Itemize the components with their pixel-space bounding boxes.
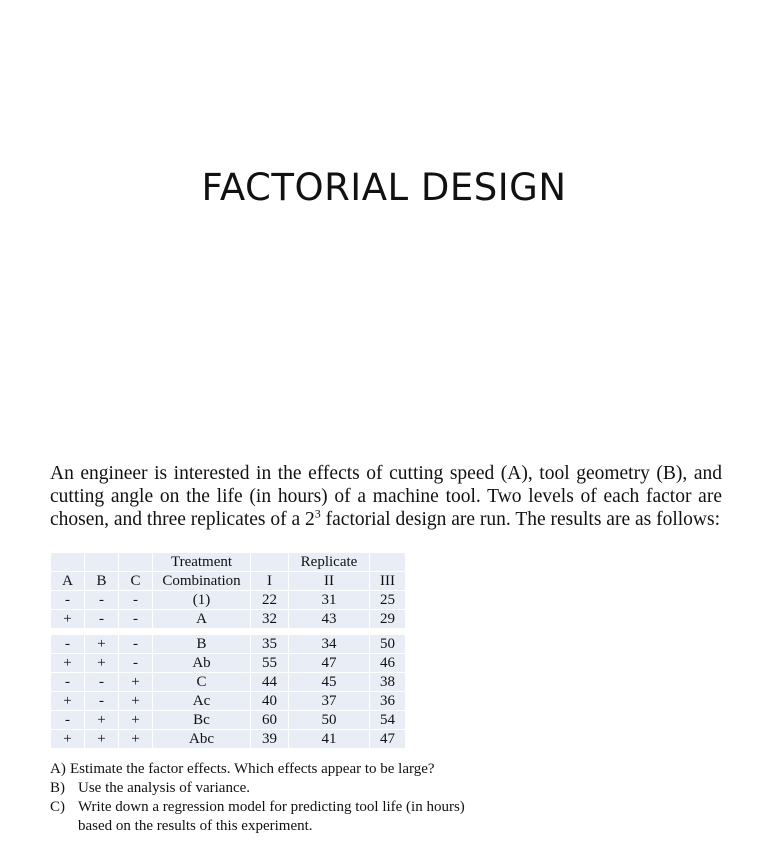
factor-a-cell: + (51, 692, 84, 710)
question-list (50, 760, 470, 836)
replicate-2-cell: 45 (289, 673, 369, 691)
factor-b-cell: + (85, 635, 118, 653)
factor-a-cell: - (51, 673, 84, 691)
factor-b-cell: - (85, 673, 118, 691)
factor-a-cell: + (51, 730, 84, 748)
header-replicate: Replicate (289, 553, 369, 571)
replicate-1-cell: 35 (251, 635, 288, 653)
replicate-3-cell: 46 (370, 654, 405, 672)
intro-text-after: factorial design are run. The results are as follows: (320, 509, 721, 530)
factor-a-cell: - (51, 711, 84, 729)
factor-b-cell: - (85, 591, 118, 609)
treatment-combination-cell: Abc (153, 730, 250, 748)
factor-b-cell: - (85, 610, 118, 628)
question-text: Estimate the factor effects. Which effects appear to be large? (70, 761, 435, 777)
header-replicate-1: I (251, 572, 288, 590)
question-label: A) (50, 761, 66, 777)
question-a (50, 760, 470, 779)
table-row (51, 692, 405, 710)
table-row (51, 591, 405, 609)
table-row (51, 673, 405, 691)
factor-a-cell: - (51, 635, 84, 653)
header-replicate-3: III (370, 572, 405, 590)
factor-b-cell: + (85, 730, 118, 748)
treatment-combination-cell: B (153, 635, 250, 653)
header-replicate-2: II (289, 572, 369, 590)
factor-c-cell: + (119, 673, 152, 691)
replicate-3-cell: 25 (370, 591, 405, 609)
table-row (51, 654, 405, 672)
replicate-1-cell: 60 (251, 711, 288, 729)
factor-c-cell: - (119, 635, 152, 653)
replicate-1-cell: 55 (251, 654, 288, 672)
replicate-2-cell: 41 (289, 730, 369, 748)
treatment-combination-cell: A (153, 610, 250, 628)
table-row (51, 730, 405, 748)
replicate-2-cell: 47 (289, 654, 369, 672)
table-row (51, 711, 405, 729)
intro-exponent: 3 (314, 506, 321, 521)
question-c (50, 798, 470, 836)
problem-statement (50, 462, 722, 531)
intro-text-before: An engineer is interested in the effects of cutting speed (A), tool geometry (B), and cutting angle on the life (in hours) of a machine tool. Two levels of each factor are chosen, and three replicates of a 2 (50, 463, 722, 530)
replicate-1-cell: 44 (251, 673, 288, 691)
treatment-combination-cell: Ab (153, 654, 250, 672)
row-spacer (51, 629, 405, 634)
question-label: C) (50, 799, 65, 815)
table-header-row (51, 572, 405, 590)
factor-c-cell: - (119, 654, 152, 672)
table-row (51, 610, 405, 628)
replicate-3-cell: 50 (370, 635, 405, 653)
header-c: C (119, 572, 152, 590)
treatment-combination-cell: (1) (153, 591, 250, 609)
replicate-2-cell: 37 (289, 692, 369, 710)
treatment-combination-cell: Ac (153, 692, 250, 710)
treatment-combination-cell: C (153, 673, 250, 691)
factor-c-cell: - (119, 610, 152, 628)
replicate-1-cell: 40 (251, 692, 288, 710)
replicate-2-cell: 31 (289, 591, 369, 609)
factor-c-cell: + (119, 711, 152, 729)
factor-b-cell: + (85, 711, 118, 729)
replicate-1-cell: 32 (251, 610, 288, 628)
replicate-3-cell: 36 (370, 692, 405, 710)
replicate-3-cell: 47 (370, 730, 405, 748)
table-header-top-row (51, 553, 405, 571)
replicate-2-cell: 43 (289, 610, 369, 628)
header-a: A (51, 572, 84, 590)
replicate-3-cell: 38 (370, 673, 405, 691)
replicate-3-cell: 54 (370, 711, 405, 729)
question-text: Use the analysis of variance. (78, 780, 251, 796)
replicate-3-cell: 29 (370, 610, 405, 628)
factor-c-cell: + (119, 692, 152, 710)
question-b (50, 779, 470, 798)
factor-b-cell: - (85, 692, 118, 710)
factor-a-cell: + (51, 654, 84, 672)
treatment-combination-cell: Bc (153, 711, 250, 729)
factor-a-cell: - (51, 591, 84, 609)
question-text: Write down a regression model for predicting tool life (in hours) based on the results of this experiment. (78, 799, 465, 834)
factor-a-cell: + (51, 610, 84, 628)
replicate-2-cell: 50 (289, 711, 369, 729)
question-label: B) (50, 780, 65, 796)
results-table (50, 552, 406, 749)
factor-c-cell: + (119, 730, 152, 748)
replicate-1-cell: 39 (251, 730, 288, 748)
factor-b-cell: + (85, 654, 118, 672)
header-treatment: Treatment (153, 553, 250, 571)
factor-c-cell: - (119, 591, 152, 609)
table-row (51, 635, 405, 653)
replicate-2-cell: 34 (289, 635, 369, 653)
header-b: B (85, 572, 118, 590)
replicate-1-cell: 22 (251, 591, 288, 609)
header-combination: Combination (153, 572, 250, 590)
page-title: FACTORIAL DESIGN (201, 166, 567, 209)
